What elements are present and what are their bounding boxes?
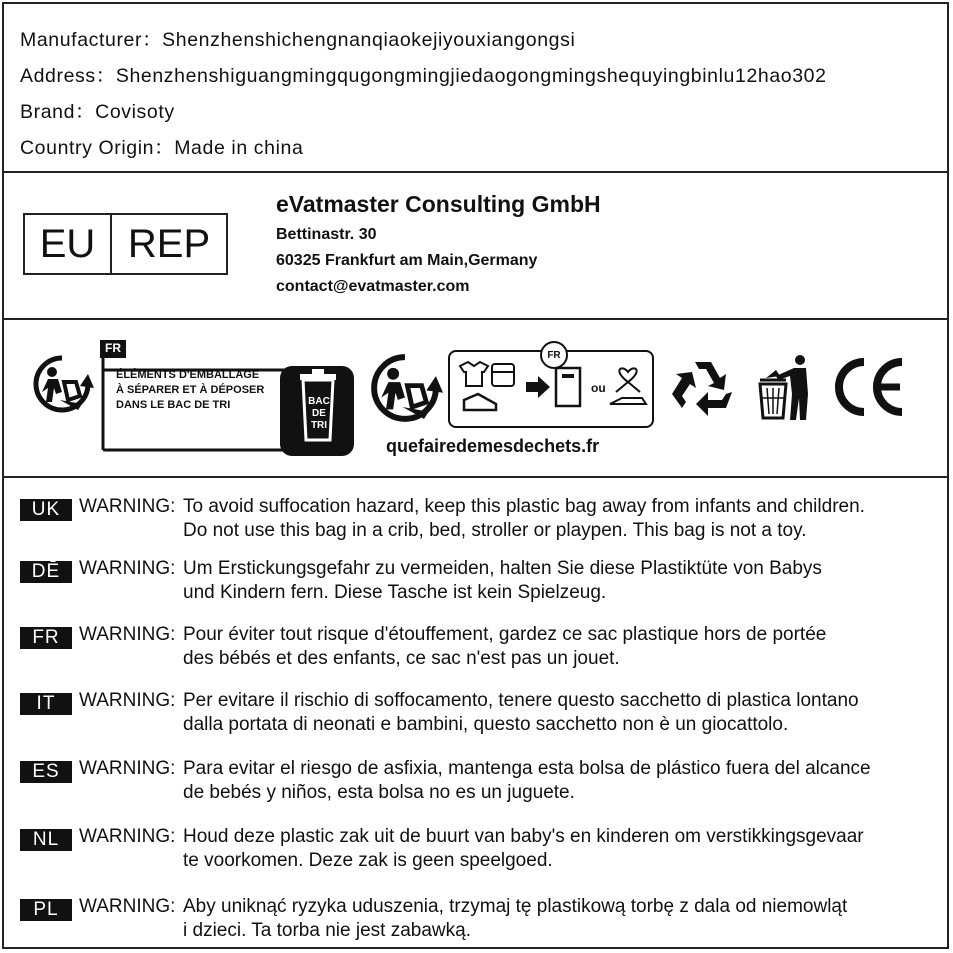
warning-label: WARNING:: [79, 896, 176, 917]
address-line: Address：Shenzhenshiguangmingqugongmingjiedaogongmingshequyingbinlu12hao302: [20, 65, 827, 87]
warning-label: WARNING:: [79, 624, 176, 645]
eu-rep-section: [4, 173, 947, 320]
manufacturer-line: Manufacturer：Shenzhenshichengnanqiaokejiyouxiangongsi: [20, 29, 576, 51]
tri-instructions: [116, 368, 264, 413]
warning-text-line-1: Per evitare il rischio di soffocamento, tenere questo sacchetto di plastica lontano: [183, 690, 859, 711]
eu-rep-badge: [23, 213, 228, 275]
lang-badge-fr: FR: [20, 627, 72, 649]
bac-text-3: TRI: [310, 420, 328, 431]
symbols-section: [4, 320, 947, 478]
warning-text-line-2: i dzieci. Ta torba nie jest zabawką.: [183, 920, 471, 941]
eu-rep-badge-rep: REP: [127, 221, 211, 266]
lang-badge-it: IT: [20, 693, 72, 715]
eu-rep-email: contact@evatmaster.com: [276, 278, 470, 295]
warning-text-line-1: Pour éviter tout risque d'étouffement, gardez ce sac plastique hors de portée: [183, 624, 827, 645]
brand-line: Brand：Covisoty: [20, 101, 175, 123]
warning-label: WARNING:: [79, 758, 176, 779]
ce-mark-icon: [834, 358, 906, 416]
website-text: quefairedemesdechets.fr: [386, 436, 600, 456]
warning-label: WARNING:: [79, 826, 176, 847]
lang-badge-de: DĒ: [20, 561, 72, 583]
tri-text-line-1: ÉLÉMENTS D'EMBALLAGE: [116, 369, 260, 381]
fr-circle-badge: FR: [540, 341, 568, 369]
warnings-section: [4, 478, 947, 949]
warning-text-line-2: dalla portata di neonati e bambini, questo sacchetto non è un giocattolo.: [183, 714, 789, 735]
eu-rep-badge-eu: EU: [25, 215, 112, 273]
warning-text-line-2: Do not use this bag in a crib, bed, stroller or playpen. This bag is not a toy.: [183, 520, 807, 541]
lang-badge-uk: UK: [20, 499, 72, 521]
tri-text-line-2: À SÉPARER ET À DÉPOSER: [116, 384, 265, 396]
lang-badge-es: ES: [20, 761, 72, 783]
eu-rep-street: Bettinastr. 30: [276, 226, 377, 243]
lang-badge-nl: NL: [20, 829, 72, 851]
triman-icon: [30, 352, 94, 416]
bac-text-2: DE: [312, 408, 326, 419]
warning-text-line-1: Houd deze plastic zak uit de buurt van baby's en kinderen om verstikkingsgevaar: [183, 826, 864, 847]
warning-text-line-1: Um Erstickungsgefahr zu vermeiden, halten Sie diese Plastiktüte von Babys: [183, 558, 822, 579]
warning-text-line-2: de bebés y niños, esta bolsa no es un juguete.: [183, 782, 575, 803]
lang-badge-pl: PL: [20, 899, 72, 921]
warning-text-line-2: und Kindern fern. Diese Tasche ist kein Spielzeug.: [183, 582, 607, 603]
bac-de-tri-text: [304, 396, 334, 432]
tri-text-line-3: DANS LE BAC DE TRI: [116, 399, 231, 411]
warning-text-line-2: te voorkomen. Deze zak is geen speelgoed.: [183, 850, 553, 871]
warning-text-line-1: Aby uniknąć ryzyka uduszenia, trzymaj tę plastikową torbę z dala od niemowląt: [183, 896, 848, 917]
manufacturer-info-section: [4, 4, 947, 173]
warning-text-line-1: Para evitar el riesgo de asfixia, mantenga esta bolsa de plástico fuera del alcance: [183, 758, 871, 779]
warning-label: WARNING:: [79, 558, 176, 579]
warning-text-line-1: To avoid suffocation hazard, keep this plastic bag away from infants and children.: [183, 496, 865, 517]
warning-text-line-2: des bébés et des enfants, ce sac n'est pas un jouet.: [183, 648, 620, 669]
bin-disposal-icon: [756, 354, 814, 422]
eu-rep-city: 60325 Frankfurt am Main,Germany: [276, 252, 538, 269]
warning-label: WARNING:: [79, 690, 176, 711]
origin-line: Country Origin：Made in china: [20, 137, 304, 159]
product-label: [2, 2, 949, 949]
bac-text-1: BAC: [308, 396, 330, 407]
recycle-icon: [668, 358, 738, 424]
eu-rep-company: eVatmaster Consulting GmbH: [276, 191, 601, 217]
triman-large-icon: [367, 350, 443, 426]
fr-tag: FR: [105, 341, 121, 355]
warning-label: WARNING:: [79, 496, 176, 517]
ou-text: ou: [591, 381, 606, 395]
